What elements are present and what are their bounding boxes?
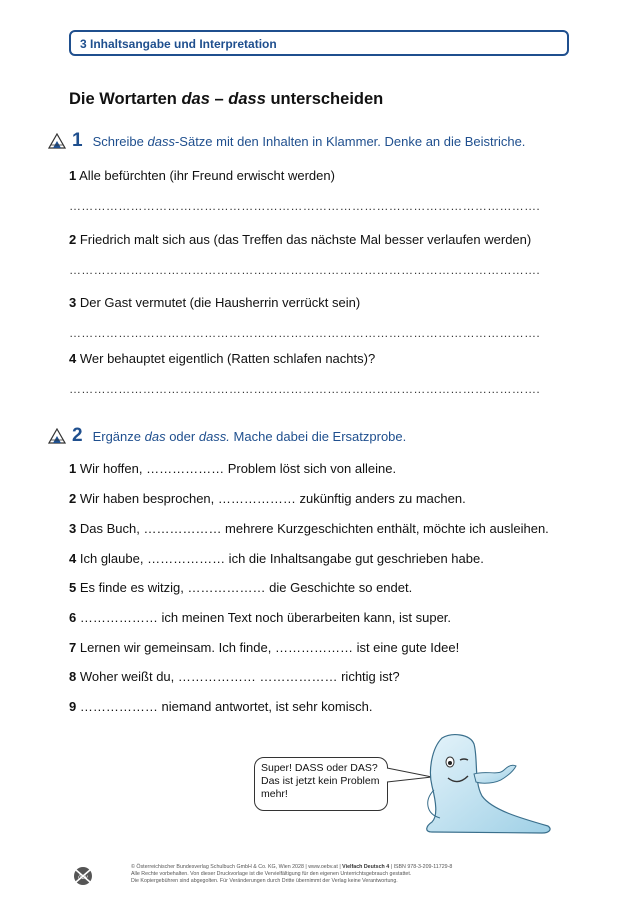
footer-copyright: © Österreichischer Bundesverlag Schulbuch GmbH & Co. KG, Wien 2028 | www.oebv.at | Vielfach Deutsch 4 | ISBN 978-3-209-11729-8 Alle Rechte vorbehalten. Von dieser Druckvorlage ist die Vervielfältigung für den eigenen Unterrichtsgebrauch gestattet. Die Kopiergebühren sind abgegolten. Für Veränderungen durch Dritte übernimmt der Verlag keine Verantwortung. bbox=[131, 864, 453, 884]
task-2-item[interactable]: 1 Wir hoffen, ……………… Problem löst sich von alleine. bbox=[69, 461, 397, 476]
task-1-item: 1 Alle befürchten (ihr Freund erwischt werden) bbox=[69, 168, 335, 183]
task-2-item[interactable]: 4 Ich glaube, ……………… ich die Inhaltsangabe gut geschrieben habe. bbox=[69, 551, 484, 566]
chapter-title: 3 Inhaltsangabe und Interpretation bbox=[80, 37, 277, 51]
svg-text:öbv: öbv bbox=[78, 875, 88, 881]
task-2-item[interactable]: 5 Es finde es witzig, ……………… die Geschichte so endet. bbox=[69, 580, 413, 595]
triangle-level-icon bbox=[48, 428, 66, 444]
task-1-item: 4 Wer behauptet eigentlich (Ratten schlafen nachts)? bbox=[69, 351, 376, 366]
chapter-header bbox=[69, 30, 569, 56]
answer-line[interactable]: ……………………………………………………………………………………………………. bbox=[69, 326, 541, 340]
task-2-item[interactable]: 6 ……………… ich meinen Text noch überarbeiten kann, ist super. bbox=[69, 610, 452, 625]
task-1-header bbox=[48, 130, 525, 152]
answer-line[interactable]: ……………………………………………………………………………………………………. bbox=[69, 382, 541, 396]
das-dass-mascot bbox=[412, 730, 562, 836]
triangle-level-icon bbox=[48, 133, 66, 149]
task-2-item[interactable]: 8 Woher weißt du, ……………… ……………… richtig ist? bbox=[69, 669, 400, 684]
task-1-item: 2 Friedrich malt sich aus (das Treffen das nächste Mal besser verlaufen werden) bbox=[69, 232, 532, 247]
task-1-item: 3 Der Gast vermutet (die Hausherrin verrückt sein) bbox=[69, 295, 361, 310]
task-1-instruction: Schreibe dass-Sätze mit den Inhalten in Klammer. Denke an die Beistriche. bbox=[92, 133, 526, 149]
task-2-item[interactable]: 7 Lernen wir gemeinsam. Ich finde, ……………… ist eine gute Idee! bbox=[69, 640, 460, 655]
answer-line[interactable]: ……………………………………………………………………………………………………. bbox=[69, 263, 541, 277]
task-2-item[interactable]: 9 ……………… niemand antwortet, ist sehr komisch. bbox=[69, 699, 373, 714]
oebv-logo bbox=[72, 866, 94, 886]
task-1-number: 1 bbox=[72, 130, 83, 151]
page-title: Die Wortarten das – dass unterscheiden bbox=[69, 90, 384, 108]
task-2-item[interactable]: 2 Wir haben besprochen, ……………… zukünftig anders zu machen. bbox=[69, 491, 466, 506]
task-2-item[interactable]: 3 Das Buch, ……………… mehrere Kurzgeschichten enthält, möchte ich ausleihen. bbox=[69, 521, 549, 536]
task-2-header bbox=[48, 425, 406, 447]
task-2-instruction: Ergänze das oder dass. Mache dabei die Ersatzprobe. bbox=[92, 428, 407, 444]
task-2-number: 2 bbox=[72, 425, 83, 446]
answer-line[interactable]: ……………………………………………………………………………………………………. bbox=[69, 199, 541, 213]
speech-bubble: Super! DASS oder DAS? Das ist jetzt kein Problem mehr! bbox=[254, 757, 388, 811]
